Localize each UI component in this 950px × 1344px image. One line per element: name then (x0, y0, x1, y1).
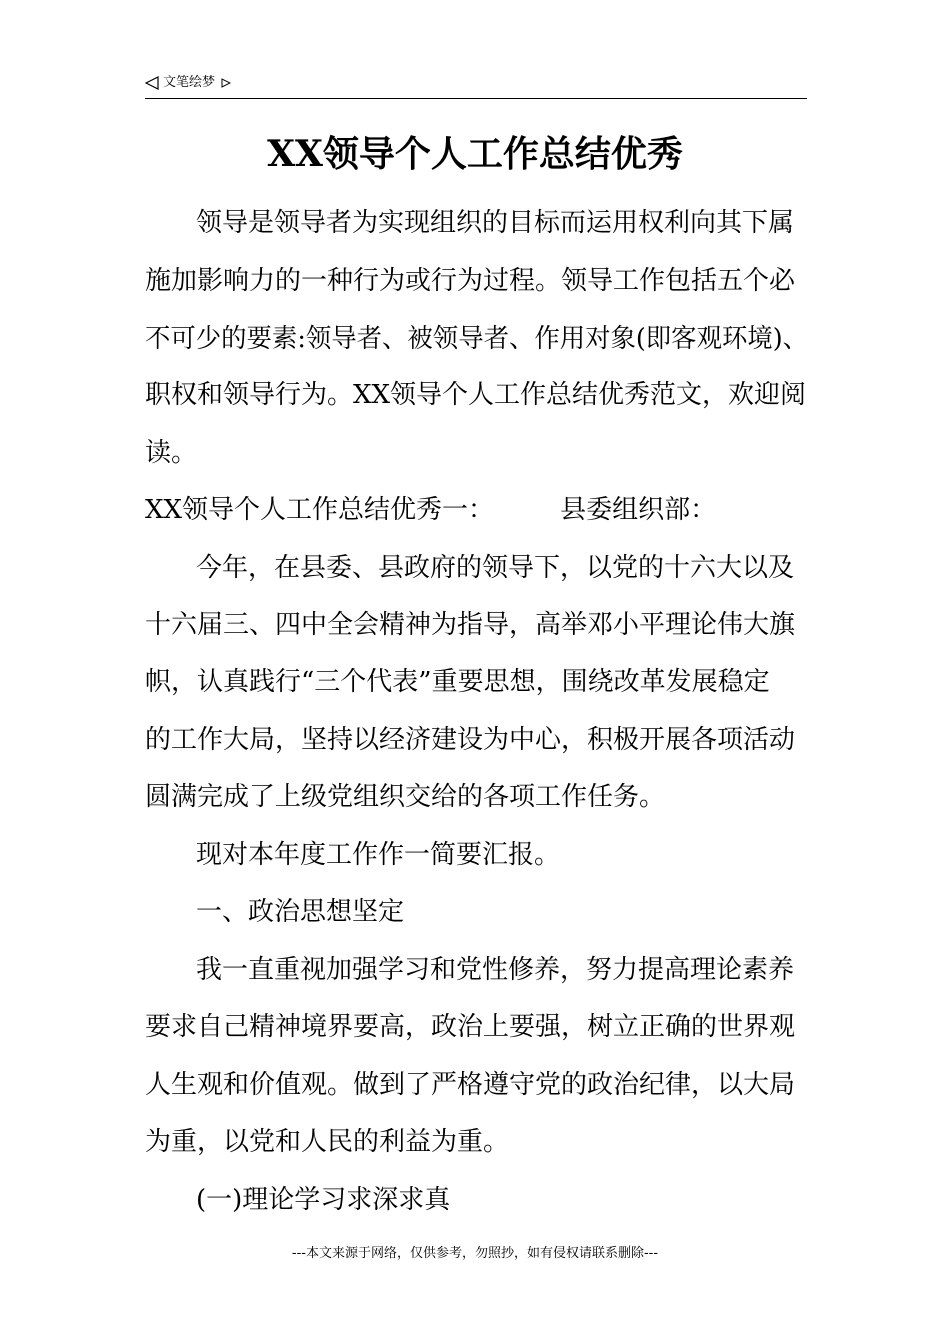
subheading-line: 一、政治思想坚定 (196, 897, 405, 927)
body-line: 施加影响力的一种行为或行为过程。领导工作包括五个必 (145, 266, 796, 296)
body-line: 我一直重视加强学习和党性修养，努力提高理论素养 (196, 955, 795, 985)
body-line: 今年，在县委、县政府的领导下，以党的十六大以及 (196, 553, 795, 583)
body-line: 领导是领导者为实现组织的目标而运用权利向其下属 (196, 208, 795, 238)
body-line: 的工作大局，坚持以经济建设为中心，积极开展各项活动 (145, 725, 796, 755)
body-line: 十六届三、四中全会精神为指导，高举邓小平理论伟大旗 (145, 610, 796, 640)
body-line: 人生观和价值观。做到了严格遵守党的政治纪律，以大局 (145, 1070, 796, 1100)
document-title: XX领导个人工作总结优秀 (267, 133, 683, 175)
body-line: 帜，认真践行“三个代表”重要思想，围绕改革发展稳定 (145, 667, 770, 697)
body-line: 为重，以党和人民的利益为重。 (145, 1127, 510, 1157)
footer-disclaimer: ---本文来源于网络，仅供参考，勿照抄，如有侵权请联系删除--- (291, 1246, 659, 1261)
section-heading-line: XX领导个人工作总结优秀一： 县委组织部： (145, 495, 717, 525)
header-brand (145, 74, 231, 92)
body-line: 要求自己精神境界要高，政治上要强，树立正确的世界观 (145, 1012, 796, 1042)
body-line: 读。 (145, 438, 198, 468)
body-line: 不可少的要素:领导者、被领导者、作用对象(即客观环境)、 (145, 324, 809, 354)
right-triangle-icon (221, 78, 231, 88)
subheading-line: (一)理论学习求深求真 (196, 1185, 451, 1215)
body-line: 职权和领导行为。XX领导个人工作总结优秀范文，欢迎阅 (145, 380, 807, 410)
body-line: 圆满完成了上级党组织交给的各项工作任务。 (145, 782, 666, 812)
left-triangle-icon (145, 76, 159, 90)
body-line: 现对本年度工作作一简要汇报。 (196, 840, 561, 870)
page-header (145, 72, 807, 99)
header-label: 文笔绘梦 (163, 75, 216, 90)
